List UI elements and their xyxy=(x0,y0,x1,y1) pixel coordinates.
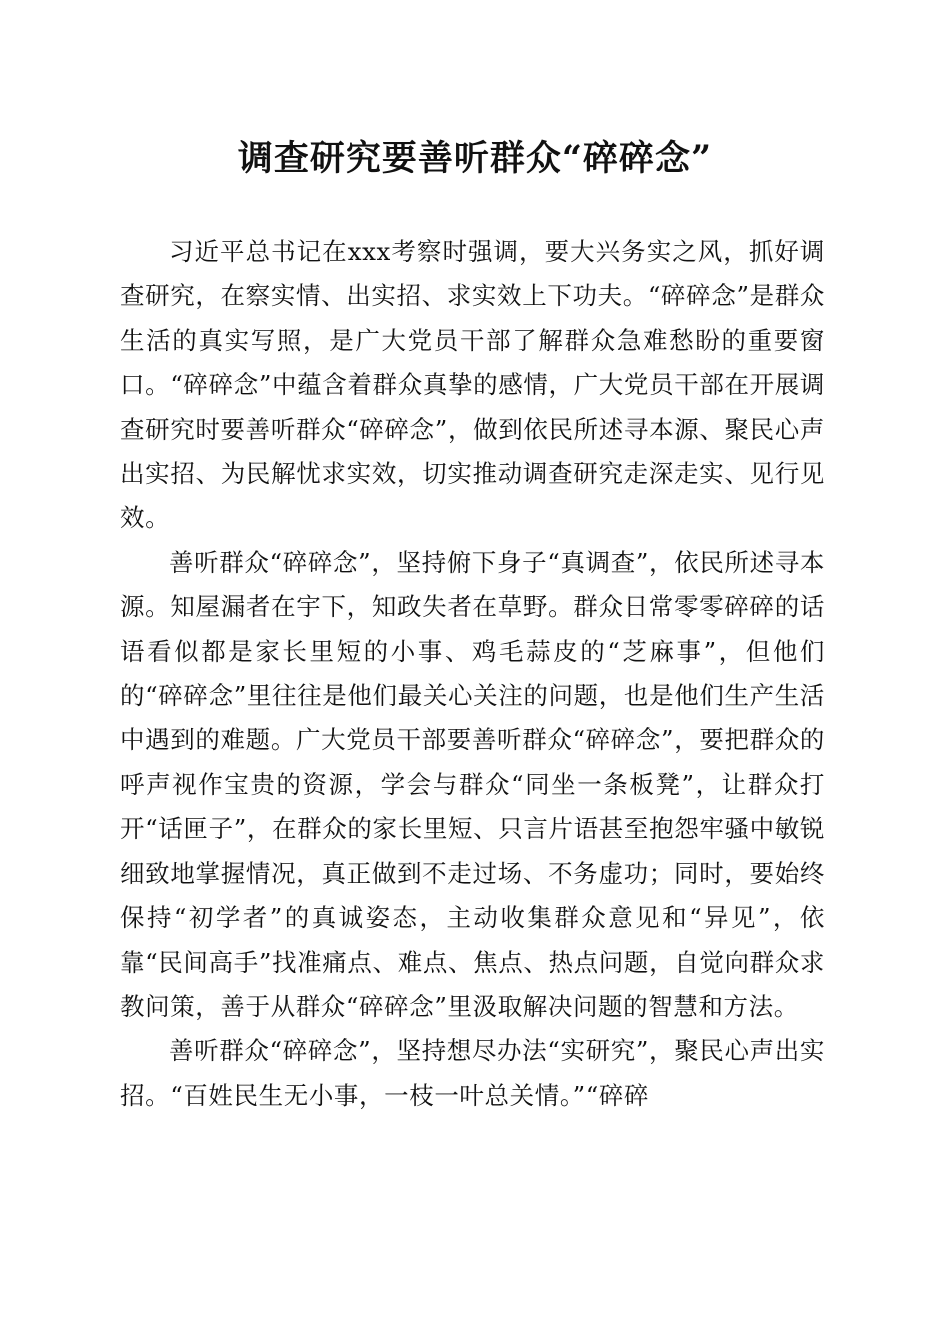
document-title: 调查研究要善听群众“碎碎念” xyxy=(237,138,713,179)
document-body xyxy=(120,230,825,1118)
paragraph-3: 善听群众“碎碎念”，坚持想尽办法“实研究”，聚民心声出实招。“百姓民生无小事，一枝一叶总关情。”“碎碎 xyxy=(120,1036,825,1110)
paragraph-2: 善听群众“碎碎念”，坚持俯下身子“真调查”，依民所述寻本源。知屋漏者在宇下，知政失者在草野。群众日常零零碎碎的话语看似都是家长里短的小事、鸡毛蒜皮的“芝麻事”，但他们的“碎碎念”里往往是他们最关心关注的问题，也是他们生产生活中遇到的难题。广大党员干部要善听群众“碎碎念”，要把群众的呼声视作宝贵的资源，学会与群众“同坐一条板凳”，让群众打开“话匣子”，在群众的家长里短、只言片语甚至抱怨牢骚中敏锐细致地掌握情况，真正做到不走过场、不务虚功；同时，要始终保持“初学者”的真诚姿态，主动收集群众意见和“异见”，依靠“民间高手”找准痛点、难点、焦点、热点问题，自觉向群众求教问策，善于从群众“碎碎念”里汲取解决问题的智慧和方法。 xyxy=(120,547,825,1021)
paragraph-1: 习近平总书记在xxx考察时强调，要大兴务实之风，抓好调查研究，在察实情、出实招、求实效上下功夫。“碎碎念”是群众生活的真实写照，是广大党员干部了解群众急难愁盼的重要窗口。“碎碎念”中蕴含着群众真挚的感情，广大党员干部在开展调查研究时要善听群众“碎碎念”，做到依民所述寻本源、聚民心声出实招、为民解忧求实效，切实推动调查研究走深走实、见行见效。 xyxy=(120,237,825,533)
